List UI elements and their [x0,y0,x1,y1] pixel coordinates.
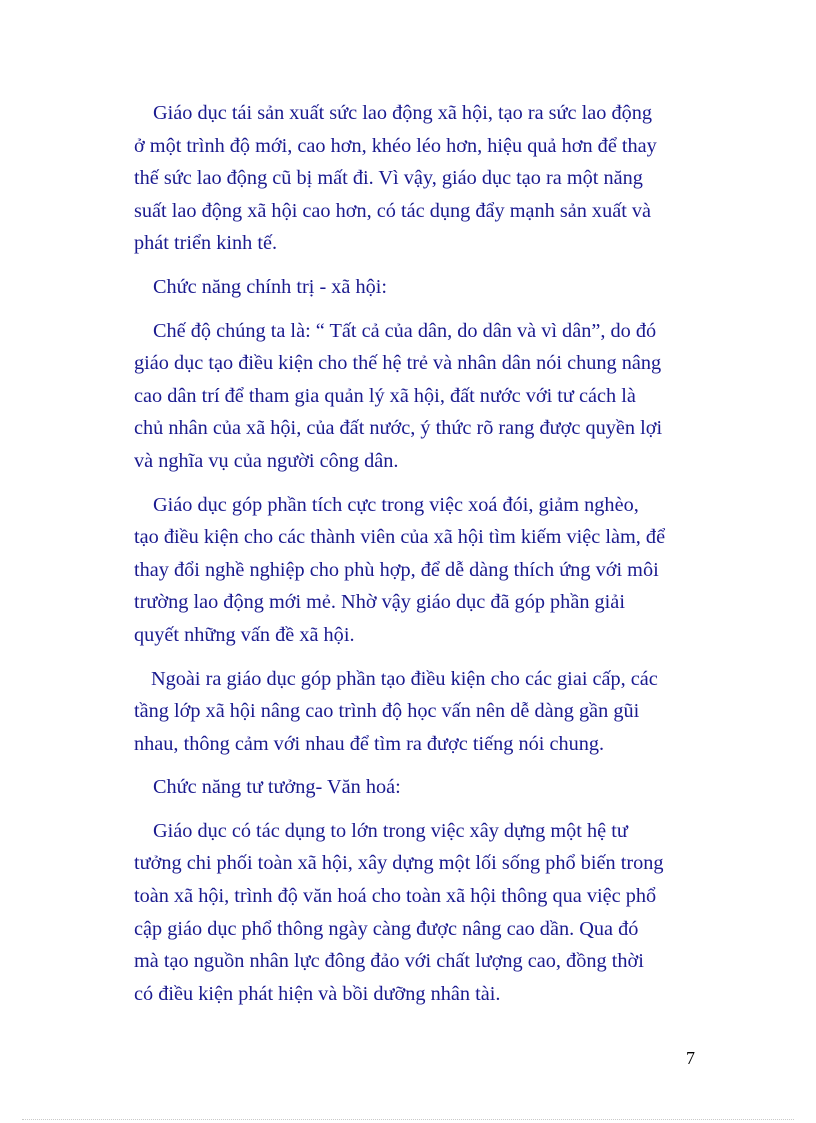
paragraph-economic-function: Giáo dục tái sản xuất sức lao động xã hội, tạo ra sức lao động ở một trình độ mới, cao hơn, khéo léo hơn, hiệu quả hơn để thay thế sức lao động cũ bị mất đi. Vì vậy, giáo dục tạo ra một năng suất lao động xã hội cao hơn, có tác dụng đẩy mạnh sản xuất và phát triển kinh tế. [134,102,657,255]
page-number: 7 [686,1048,695,1068]
heading-ideology-culture-function: Chức năng tư tưởng- Văn hoá: [153,776,401,799]
paragraph-political-regime: Chế độ chúng ta là: “ Tất cả của dân, do dân và vì dân”, do đó giáo dục tạo điều kiện cho thế hệ trẻ và nhân dân nói chung nâng cao dân trí để tham gia quản lý xã hội, đất nước với tư cách là chủ nhân của xã hội, của đất nước, ý thức rõ rang được quyền lợi và nghĩa vụ của người công dân. [134,319,663,472]
paragraph-social-classes: Ngoài ra giáo dục góp phần tạo điều kiện cho các giai cấp, các tầng lớp xã hội nâng cao trình độ học vấn nên dễ dàng gần gũi nhau, thông cảm với nhau để tìm ra được tiếng nói chung. [134,667,658,755]
paragraph-ideology-culture: Giáo dục có tác dụng to lớn trong việc xây dựng một hệ tư tưởng chi phối toàn xã hội, xây dựng một lối sống phổ biến trong toàn xã hội, trình độ văn hoá cho toàn xã hội thông qua việc phổ cập giáo dục phổ thông ngày càng được nâng cao dần. Qua đó mà tạo nguồn nhân lực đông đảo với chất lượng cao, đồng thời có điều kiện phát hiện và bồi dưỡng nhân tài. [134,819,664,1005]
page-bottom-divider [22,1119,794,1120]
page-body [134,97,692,1021]
paragraph-poverty-reduction: Giáo dục góp phần tích cực trong việc xoá đói, giảm nghèo, tạo điều kiện cho các thành viên của xã hội tìm kiếm việc làm, để thay đổi nghề nghiệp cho phù hợp, để dễ dàng thích ứng với môi trường lao động mới mẻ. Nhờ vậy giáo dục đã góp phần giải quyết những vấn đề xã hội. [134,493,666,646]
heading-political-social-function: Chức năng chính trị - xã hội: [153,275,388,298]
